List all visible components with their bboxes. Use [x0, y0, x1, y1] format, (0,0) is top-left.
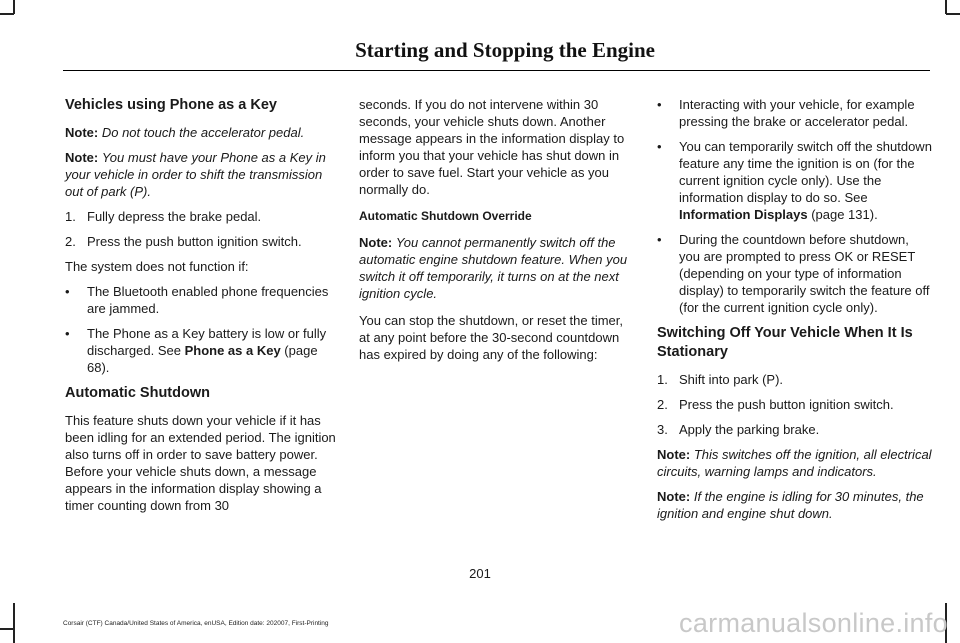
note-accelerator [65, 124, 341, 141]
note-label: Note: [359, 235, 393, 250]
list-item: • Interacting with your vehicle, for example pressing the brake or accelerator pedal. [657, 97, 915, 129]
page-title: Starting and Stopping the Engine [355, 38, 655, 62]
cross-reference-link[interactable]: Phone as a Key [184, 343, 281, 358]
section-heading-switching-off: Switching Off Your Vehicle When It Is Stationary [657, 325, 913, 360]
note-label: Note: [65, 125, 99, 140]
list-item: • You can temporarily switch off the shutdown feature any time the ignition is on (for the current ignition cycle only). Use the information display to do so. See Information Displays (page 131). [657, 139, 932, 222]
list-item: 1. Fully depress the brake pedal. [65, 209, 262, 224]
note-text: If the engine is idling for 30 minutes, the ignition and engine shut down. [657, 489, 924, 521]
override-instructions: You can stop the shutdown, or reset the timer, at any point before the 30-second countdown has expired by doing any of the following: [359, 313, 624, 362]
crop-mark-bottom-left-vertical [13, 603, 15, 643]
list-item: 3. Apply the parking brake. [657, 422, 820, 437]
list-item: 1. Shift into park (P). [657, 372, 784, 387]
column-1 [65, 96, 341, 522]
note-label: Note: [657, 447, 691, 462]
crop-mark-top-right-vertical [945, 0, 947, 14]
cross-reference-link[interactable]: Information Displays [679, 207, 808, 222]
conditions-list [65, 283, 341, 376]
column-2 [359, 96, 635, 371]
start-steps-list [65, 208, 341, 250]
list-item: • The Phone as a Key battery is low or fully discharged. See Phone as a Key (page 68). [65, 326, 327, 375]
note-text: This switches off the ignition, all electrical circuits, warning lamps and indicators. [657, 447, 932, 479]
list-item: 2. Press the push button ignition switch. [657, 397, 894, 412]
conditions-intro: The system does not function if: [65, 259, 249, 274]
crop-mark-top-right-horizontal [946, 13, 960, 15]
note-label: Note: [657, 489, 691, 504]
note-idling [657, 488, 933, 522]
switch-off-steps-list [657, 371, 933, 438]
note-text: You cannot permanently switch off the automatic engine shutdown feature. When you switch it off temporarily, it turns on at the next ignition cycle. [359, 235, 628, 301]
section-heading-phone-as-key: Vehicles using Phone as a Key [65, 97, 277, 113]
crop-mark-top-left-horizontal [0, 13, 14, 15]
automatic-shutdown-text: This feature shuts down your vehicle if it has been idling for an extended period. The ignition also turns off in order to save battery power. Before your vehicle shuts down, a message appears in the information display showing a timer counting down from 30 [65, 413, 336, 513]
list-item: 2. Press the push button ignition switch. [65, 234, 302, 249]
note-ignition-off [657, 446, 933, 480]
watermark: carmanualsonline.info [679, 608, 948, 638]
shutdown-continued-text: seconds. If you do not intervene within 30 seconds, your vehicle shuts down. Another message appears in the information display to inform you that your vehicle has shut down in order to save fuel. Start your vehicle as you normally do. [359, 97, 625, 197]
crop-mark-bottom-left-horizontal [0, 628, 14, 630]
edition-footer: Corsair (CTF) Canada/United States of America, enUSA, Edition date: 202007, First-Printing [63, 620, 329, 627]
note-text: You must have your Phone as a Key in your vehicle in order to shift the transmission out of park (P). [65, 150, 326, 199]
list-item: • During the countdown before shutdown, you are prompted to press OK or RESET (depending on your type of information display) to temporarily switch the feature off (for the current ignition cycle only). [657, 232, 930, 315]
subheading-shutdown-override: Automatic Shutdown Override [359, 209, 532, 223]
header-rule [63, 70, 930, 71]
note-override [359, 234, 635, 302]
crop-mark-top-left-vertical [13, 0, 15, 14]
section-heading-automatic-shutdown: Automatic Shutdown [65, 385, 210, 401]
column-3 [657, 96, 933, 530]
override-options-list [657, 96, 933, 316]
note-label: Note: [65, 150, 99, 165]
note-phone-in-vehicle [65, 149, 341, 200]
note-text: Do not touch the accelerator pedal. [101, 125, 305, 140]
page-number: 201 [469, 566, 491, 581]
list-item: • The Bluetooth enabled phone frequencies are jammed. [65, 284, 329, 316]
